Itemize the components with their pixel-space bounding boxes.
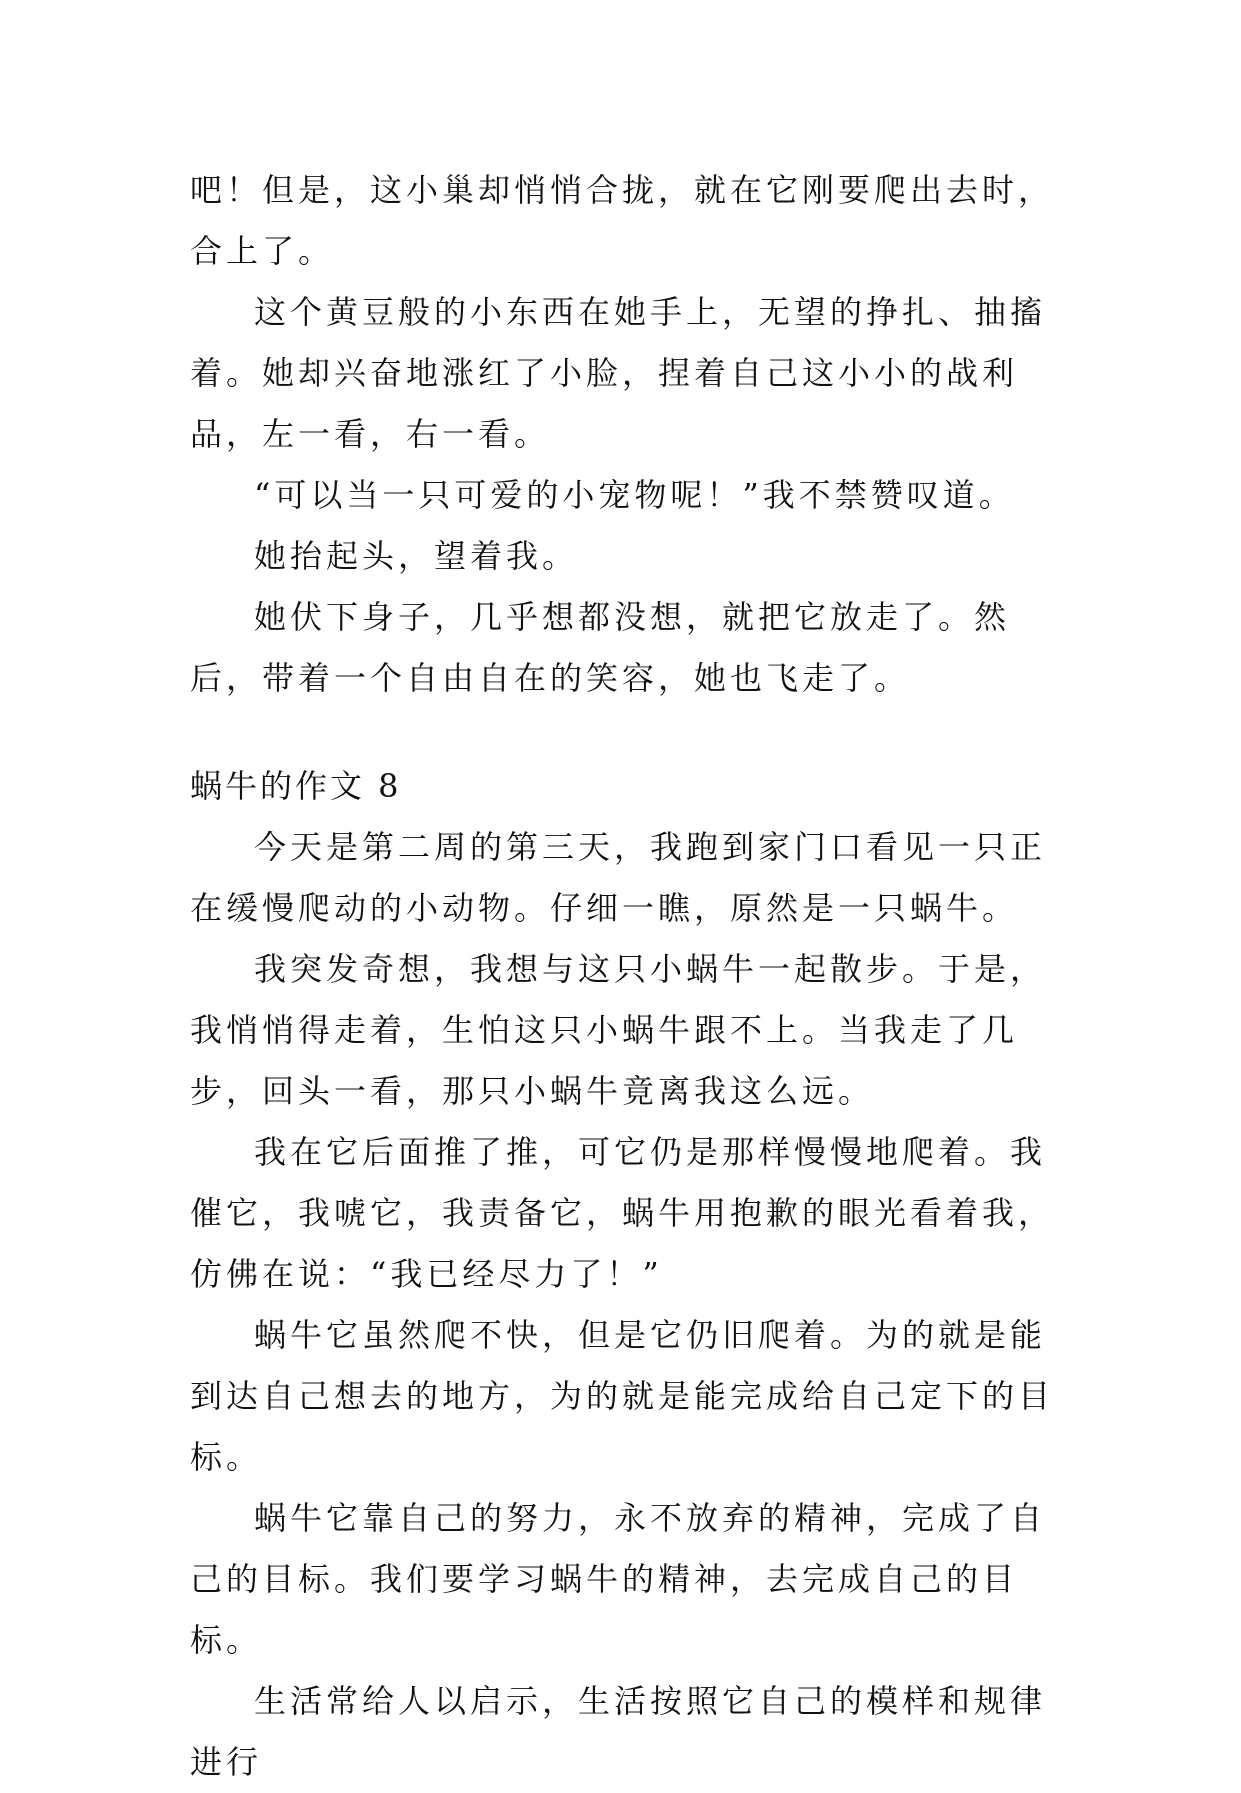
paragraph: 我突发奇想，我想与这只小蜗牛一起散步。于是，我悄悄得走着，生怕这只小蜗牛跟不上。当我走了几步，回头一看，那只小蜗牛竟离我这么远。 bbox=[190, 950, 1047, 1110]
section-heading: 蜗牛的作文 8 bbox=[190, 767, 402, 805]
paragraph: 这个黄豆般的小东西在她手上，无望的挣扎、抽搐着。她却兴奋地涨红了小脸，捏着自己这小小的战利品，左一看，右一看。 bbox=[190, 293, 1047, 453]
paragraph: 蜗牛它虽然爬不快，但是它仍旧爬着。为的就是能到达自己想去的地方，为的就是能完成给自己定下的目标。 bbox=[190, 1316, 1055, 1476]
paragraph: 她抬起头，望着我。 bbox=[254, 537, 579, 575]
paragraph-continued: 吧！但是，这小巢却悄悄合拢，就在它刚要爬出去时，合上了。 bbox=[190, 171, 1055, 270]
document-body bbox=[190, 160, 1060, 1793]
paragraph: “可以当一只可爱的小宠物呢！”我不禁赞叹道。 bbox=[254, 476, 1015, 514]
paragraph: 她伏下身子，几乎想都没想，就把它放走了。然后，带着一个自由自在的笑容，她也飞走了。 bbox=[190, 598, 1011, 697]
paragraph: 生活常给人以启示，生活按照它自己的模样和规律进行 bbox=[190, 1682, 1047, 1781]
paragraph: 我在它后面推了推，可它仍是那样慢慢地爬着。我催它，我唬它，我责备它，蜗牛用抱歉的眼光看着我，仿佛在说：“我已经尽力了！” bbox=[190, 1133, 1055, 1293]
paragraph: 今天是第二周的第三天，我跑到家门口看见一只正在缓慢爬动的小动物。仔细一瞧，原然是一只蜗牛。 bbox=[190, 828, 1047, 927]
paragraph: 蜗牛它靠自己的努力，永不放弃的精神，完成了自己的目标。我们要学习蜗牛的精神，去完成自己的目标。 bbox=[190, 1499, 1047, 1659]
